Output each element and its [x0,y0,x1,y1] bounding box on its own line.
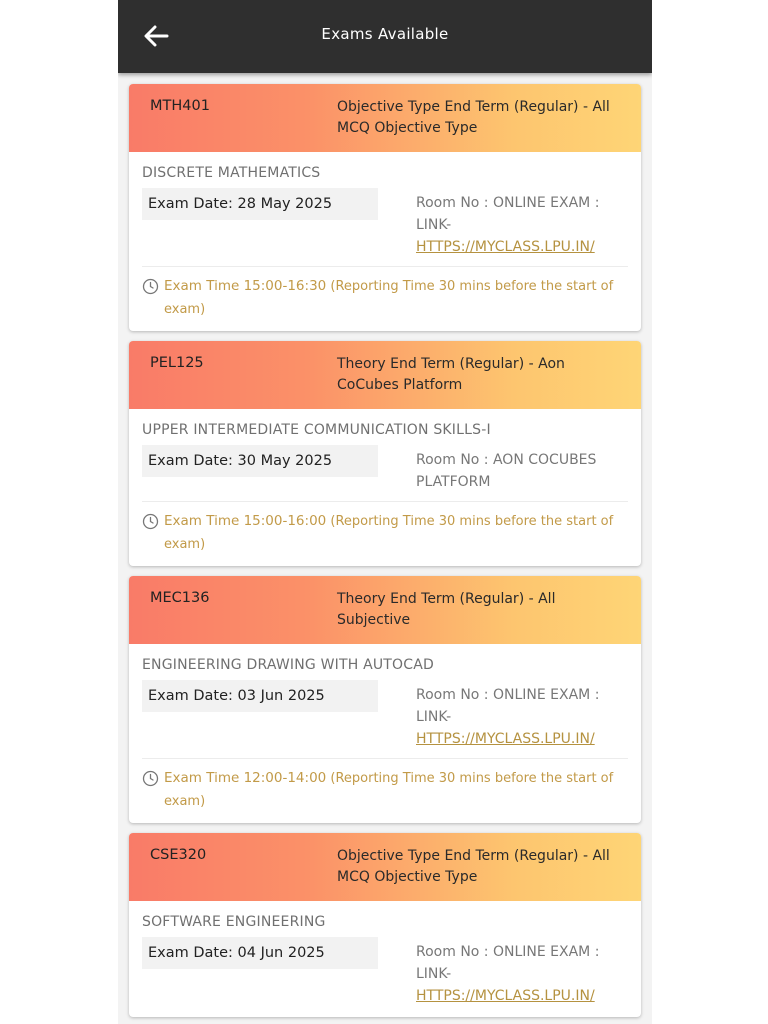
room-info [416,192,616,258]
app-screen [118,0,652,1024]
exam-card-header [129,84,641,152]
course-code: MEC136 [150,590,210,606]
exam-card[interactable] [129,576,641,823]
reporting-note: (Reporting Time 30 mins before the start of exam) [164,771,614,809]
room-info [416,941,616,1007]
exam-card[interactable] [129,341,641,566]
course-name: DISCRETE MATHEMATICS [142,165,321,181]
exam-time-row [142,510,628,556]
exam-type: Objective Type End Term (Regular) - All MCQ Objective Type [337,848,610,885]
exam-time: Exam Time 15:00-16:30 [164,278,327,294]
exam-time: Exam Time 15:00-16:00 [164,513,327,529]
room-info: Room No : AON COCUBES PLATFORM [416,452,597,490]
exam-link[interactable]: HTTPS://MYCLASS.LPU.IN/ [416,731,595,747]
exam-card[interactable] [129,833,641,1017]
exam-time: Exam Time 12:00-14:00 [164,770,327,786]
divider [142,266,628,267]
clock-icon [142,278,159,295]
room-label: Room No : ONLINE EXAM : LINK- [416,944,600,982]
exam-card-body [129,152,641,331]
reporting-note: (Reporting Time 30 mins before the start of exam) [164,514,614,552]
app-bar [118,0,652,73]
exam-time-row [142,275,628,321]
course-name: SOFTWARE ENGINEERING [142,914,326,930]
reporting-note: (Reporting Time 30 mins before the start of exam) [164,279,614,317]
exam-link[interactable]: HTTPS://MYCLASS.LPU.IN/ [416,239,595,255]
exam-type: Objective Type End Term (Regular) - All MCQ Objective Type [337,99,610,136]
exam-card-body [129,644,641,823]
exam-type: Theory End Term (Regular) - All Subjective [337,591,556,628]
exam-card-body [129,901,641,1017]
exam-details-row [142,937,628,1007]
page-title: Exams Available [321,25,449,43]
exam-link[interactable]: HTTPS://MYCLASS.LPU.IN/ [416,988,595,1004]
exam-date: Exam Date: 30 May 2025 [142,445,378,477]
divider [142,758,628,759]
course-code: MTH401 [150,98,210,114]
course-code: CSE320 [150,847,207,863]
room-label: Room No : ONLINE EXAM : LINK- [416,687,600,725]
clock-icon [142,513,159,530]
exam-date: Exam Date: 04 Jun 2025 [142,937,378,969]
exam-list [129,84,641,1024]
exam-type: Theory End Term (Regular) - Aon CoCubes Platform [337,356,565,393]
course-code: PEL125 [150,355,204,371]
room-label: Room No : ONLINE EXAM : LINK- [416,195,600,233]
course-name: ENGINEERING DRAWING WITH AUTOCAD [142,657,435,673]
divider [142,501,628,502]
exam-details-row [142,445,628,493]
exam-details-row [142,680,628,750]
exam-card-body [129,409,641,566]
exam-card-header [129,833,641,901]
exam-time-row [142,767,628,813]
exam-card-header [129,341,641,409]
exam-details-row [142,188,628,258]
exam-card[interactable] [129,84,641,331]
course-name: UPPER INTERMEDIATE COMMUNICATION SKILLS-I [142,422,491,438]
exam-date: Exam Date: 03 Jun 2025 [142,680,378,712]
exam-card-header [129,576,641,644]
clock-icon [142,770,159,787]
room-info [416,684,616,750]
exam-date: Exam Date: 28 May 2025 [142,188,378,220]
